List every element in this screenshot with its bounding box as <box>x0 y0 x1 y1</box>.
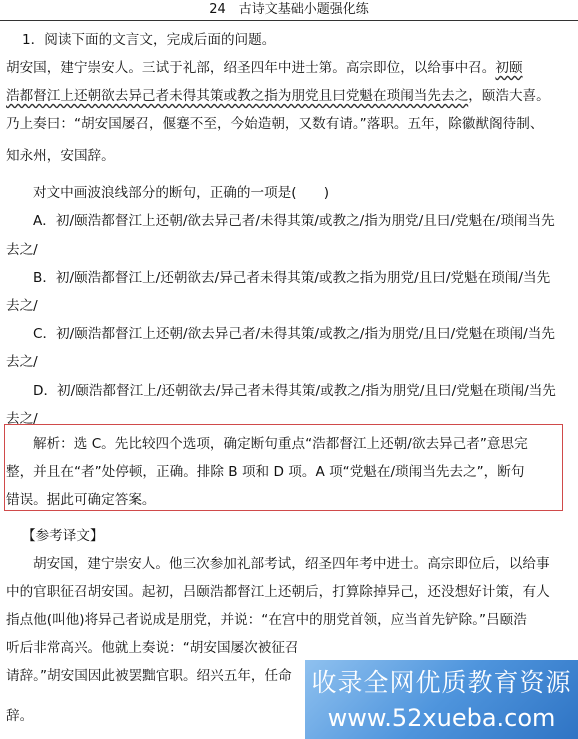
passage-line-1 <box>6 58 523 78</box>
option-b: B．初/颐浩都督江上/还朝欲去/异己者未得其策/或教之指为朋党/且曰/党魁在琐闱/当先 <box>33 270 551 286</box>
analysis-line-3: 错误。据此可确定答案。 <box>6 492 156 508</box>
translation-line-3: 指点他(叫他)将异己者说成是朋党，并说：“在宫中的朋党首领，应当首先铲除。”吕颐浩 <box>6 612 527 628</box>
translation-line-2: 中的官职征召胡安国。起初，吕颐浩都督江上还朝后，打算除掉异己，还没想好计策，有人 <box>6 584 550 600</box>
wavy-underlined-text: 浩都督江上还朝欲去异己者未得其策或教之指为朋党且曰党魁在琐闱当先去之 <box>6 88 469 104</box>
option-a-cont: 去之/ <box>6 242 38 258</box>
wavy-underlined-text: 初颐 <box>495 60 523 76</box>
option-b-cont: 去之/ <box>6 298 38 314</box>
passage-line-4: 知永州，安国辞。 <box>6 148 115 164</box>
passage-line-2 <box>6 86 550 106</box>
passage-line-3: 乃上奏曰：“胡安国屡召，偃蹇不至，今始造朝，又数有请。”落职。五年，除徽猷阁待制、 <box>6 116 544 132</box>
passage-text: 胡安国，建宁崇安人。三试于礼部，绍圣四年中进士第。高宗即位，以给事中召。 <box>6 60 496 76</box>
translation-line-1: 胡安国，建宁崇安人。他三次参加礼部考试，绍圣四年考中进士。高宗即位后，以给事 <box>33 556 550 572</box>
reference-heading: 【参考译文】 <box>22 528 104 544</box>
option-a: A．初/颐浩都督江上还朝/欲去异己者/未得其策/或教之/指为朋党/且曰/党魁在/琐闱当先 <box>33 213 555 229</box>
page-title: 24 古诗文基础小题强化练 <box>0 0 578 21</box>
option-c-cont: 去之/ <box>6 354 38 370</box>
analysis-line-2: 整，并且在“者”处停顿，正确。排除 B 项和 D 项。A 项“党魁在/琐闱当先去之”，断句 <box>6 464 525 480</box>
question-prompt: 1．阅读下面的文言文，完成后面的问题。 <box>22 32 276 48</box>
question-stem: 对文中画波浪线部分的断句，正确的一项是( ) <box>33 185 330 201</box>
option-d: D．初/颐浩都督江上/还朝欲去/异己者未得其策/或教之/指为朋党/且曰/党魁在琐闱/当先 <box>33 383 556 399</box>
translation-line-4: 听后非常高兴。他就上奏说：“胡安国屡次被征召 <box>6 640 299 656</box>
watermark-banner <box>305 660 578 739</box>
analysis-line-1: 解析：选 C。先比较四个选项，确定断句重点“浩都督江上还朝/欲去异己者”意思完 <box>33 436 528 452</box>
passage-text: ，颐浩大喜。 <box>468 88 550 104</box>
option-c: C．初/颐浩都督江上还朝/欲去异己者/未得其策/或教之/指为朋党/且曰/党魁在琐闱/当先 <box>33 326 555 342</box>
watermark-slogan: 收录全网优质教育资源 <box>311 668 572 697</box>
option-d-cont: 去之/ <box>6 411 38 427</box>
translation-line-5: 请辞。”胡安国因此被罢黜官职。绍兴五年，任命 <box>6 668 292 684</box>
watermark-url: www.52xueba.com <box>327 704 556 732</box>
translation-line-6: 辞。 <box>6 708 34 724</box>
